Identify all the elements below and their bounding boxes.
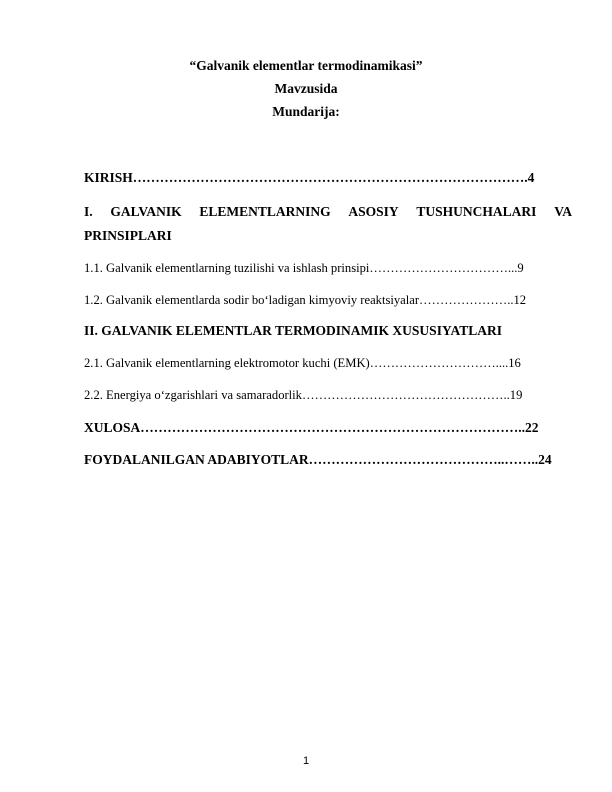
- toc-entry-section1: [84, 204, 572, 220]
- toc-entry-section2: II. GALVANIK ELEMENTLAR TERMODINAMIK XUSUSIYATLARI: [84, 323, 502, 338]
- toc-entry-xulosa: XULOSA…………………………………………………………………………..22: [84, 420, 539, 435]
- toc-section1-word: GALVANIK: [110, 204, 182, 219]
- toc-entry-section1-continued: PRINSIPLARI: [84, 228, 172, 243]
- toc-entry-2-2: 2.2. Energiya o‘zgarishlari va samaradorlik…………………………………………..19: [84, 388, 523, 402]
- document-title: “Galvanik elementlar termodinamikasi”: [189, 58, 423, 73]
- toc-section1-word: VA: [554, 204, 572, 219]
- contents-heading: Mundarija:: [272, 104, 340, 119]
- toc-section1-word: I.: [84, 204, 93, 219]
- page-number: 1: [302, 755, 310, 767]
- toc-entry-1-1: 1.1. Galvanik elementlarning tuzilishi va ishlash prinsipi……………………………...9: [84, 261, 524, 275]
- toc-section1-word: TUSHUNCHALARI: [416, 204, 537, 219]
- toc-entry-1-2: 1.2. Galvanik elementlarda sodir bo‘ladigan kimyoviy reaktsiyalar…………………..12: [84, 293, 527, 307]
- toc-entry-adabiyotlar: FOYDALANILGAN ADABIYOTLAR……………………………………..……..24: [84, 452, 552, 467]
- document-subtitle: Mavzusida: [274, 81, 338, 96]
- toc-entry-kirish: KIRISH…………………………………………………………………………….4: [84, 170, 535, 185]
- toc-section1-word: ASOSIY: [348, 204, 399, 219]
- toc-entry-2-1: 2.1. Galvanik elementlarning elektromotor kuchi (EMK)…………………………....16: [84, 356, 521, 370]
- toc-section1-word: ELEMENTLARNING: [199, 204, 331, 219]
